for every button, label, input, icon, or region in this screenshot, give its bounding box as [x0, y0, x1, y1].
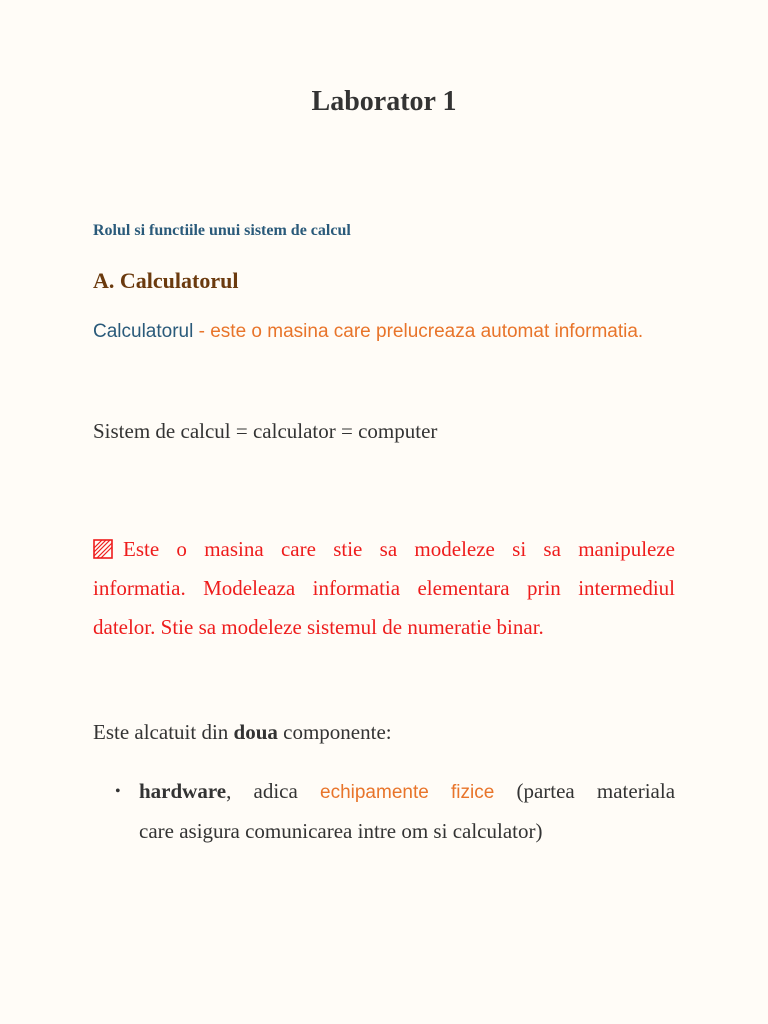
components-intro-before: Este alcatuit din — [93, 720, 234, 744]
components-intro — [93, 720, 392, 745]
section-heading: A. Calculatorul — [93, 268, 239, 293]
bullet-dot-icon: • — [115, 783, 121, 800]
definition-term: Calculatorul — [93, 321, 194, 342]
definition-separator: - — [193, 321, 211, 342]
list-item-continuation: care asigura comunicarea intre om si calculator) — [139, 819, 543, 843]
red-paragraph-rest: informatia. Modeleaza informatia elementara prin intermediul datelor. Stie sa modeleze sistemul de numeratie binar. — [93, 576, 675, 639]
list-item — [93, 772, 675, 851]
red-paragraph-line1-text: Este o masina care stie sa modeleze si sa manipuleze — [123, 537, 675, 561]
equation-line: Sistem de calcul = calculator = computer — [93, 419, 438, 443]
note-icon — [93, 533, 113, 553]
red-paragraph-line1 — [93, 530, 675, 569]
definition-line — [93, 321, 643, 343]
list-item-comma: , — [226, 779, 232, 803]
list-item-paren: (partea materiala — [516, 779, 676, 803]
page-title: Laborator 1 — [311, 86, 457, 117]
components-intro-bold: doua — [233, 720, 278, 744]
subtitle: Rolul si functiile unui sistem de calcul — [93, 222, 351, 239]
list-item-text — [139, 772, 675, 851]
bullet-list — [93, 772, 675, 851]
list-item-line1 — [139, 772, 675, 812]
list-item-word: adica — [253, 779, 298, 803]
list-item-highlight: echipamente fizice — [320, 782, 495, 803]
red-paragraph — [93, 530, 675, 647]
definition-text: este o masina care prelucreaza automat informatia. — [210, 321, 644, 342]
list-item-bold: hardware — [139, 779, 227, 803]
components-intro-after: componente: — [277, 720, 392, 744]
